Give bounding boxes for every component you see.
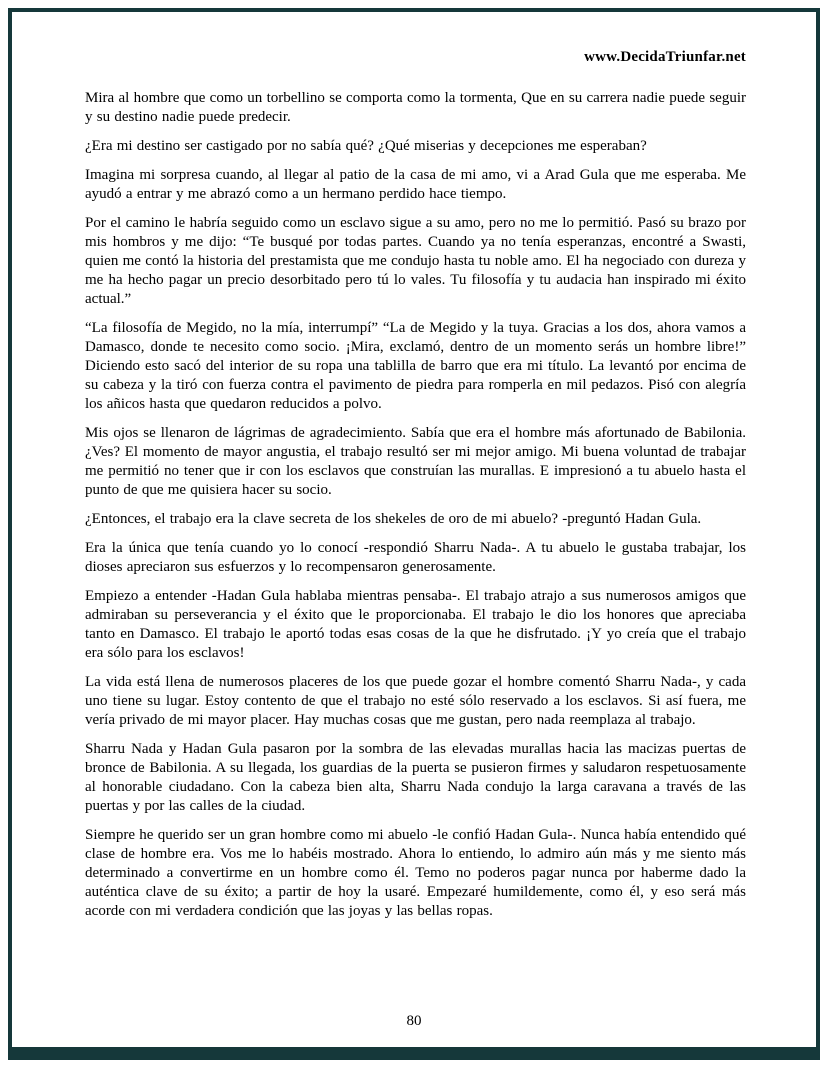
paragraph: Por el camino le habría seguido como un esclavo sigue a su amo, pero no me lo permitió. Pasó su brazo por mis hombros y me dijo: “Te busqué por todas partes. Cuando ya no tenía esperanzas, encontré a Swasti, quien me contó la historia del prestamista que me condujo hasta tu noble amo. El ha negociado con dureza y me ha hecho pagar un precio desorbitado pero tú lo vales. Tu filosofía y tu audacia han inspirado mi éxito actual.” <box>85 215 746 307</box>
paragraph: Mira al hombre que como un torbellino se comporta como la tormenta, Que en su carrera nadie puede seguir y su destino nadie puede predecir. <box>85 90 746 125</box>
page-number: 80 <box>406 1013 422 1029</box>
paragraph: Sharru Nada y Hadan Gula pasaron por la sombra de las elevadas murallas hacia las macizas puertas de bronce de Babilonia. A su llegada, los guardias de la puerta se pusieron firmes y saludaron respetuosamente al honorable ciudadano. Con la cabeza bien alta, Sharru Nada condujo la larga caravana a través de las puertas y por las calles de la ciudad. <box>85 741 746 814</box>
paragraph: Era la única que tenía cuando yo lo conocí -respondió Sharru Nada-. A tu abuelo le gustaba trabajar, los dioses apreciaron sus esfuerzos y lo recompensaron generosamente. <box>85 540 746 575</box>
paragraph: ¿Entonces, el trabajo era la clave secreta de los shekeles de oro de mi abuelo? -preguntó Hadan Gula. <box>85 511 702 527</box>
paragraph: Siempre he querido ser un gran hombre como mi abuelo -le confió Hadan Gula-. Nunca había entendido qué clase de hombre era. Vos me lo habéis mostrado. Ahora lo entiendo, lo admiro aún más y me siento más determinado a convertirme en un hombre como él. Temo no poderos pagar nunca por haberme dado la auténtica clave de su éxito; a partir de hoy la usaré. Empezaré humildemente, como él, y eso será más acorde con mi verdadera condición que las joyas y las bellas ropas. <box>85 827 746 919</box>
paragraph: Empiezo a entender -Hadan Gula hablaba mientras pensaba-. El trabajo atrajo a sus numerosos amigos que admiraban su perseverancia y el éxito que le proporcionaba. El trabajo le dio los honores que apreciaba tanto en Damasco. El trabajo le aportó todas esas cosas de la que he disfrutado. ¡Y yo creía que el trabajo era sólo para los esclavos! <box>85 588 746 661</box>
paragraph: “La filosofía de Megido, no la mía, interrumpí” “La de Megido y la tuya. Gracias a los dos, ahora vamos a Damasco, donde te necesito como socio. ¡Mira, exclamó, dentro de un momento serás un hombre libre!” Diciendo esto sacó del interior de su ropa una tablilla de barro que era mi título. La levantó por encima de su cabeza y la tiró con fuerza contra el pavimento de piedra para romperla en mil pedazos. Pisó con alegría los añicos hasta que quedaron reducidos a polvo. <box>85 320 746 412</box>
paragraph: ¿Era mi destino ser castigado por no sabía qué? ¿Qué miserias y decepciones me esperaban? <box>85 138 647 154</box>
paragraph: Imagina mi sorpresa cuando, al llegar al patio de la casa de mi amo, vi a Arad Gula que me esperaba. Me ayudó a entrar y me abrazó como a un hermano perdido hace tiempo. <box>85 167 746 202</box>
paragraph: La vida está llena de numerosos placeres de los que puede gozar el hombre comentó Sharru Nada-, y cada uno tiene su lugar. Estoy contento de que el trabajo no esté sólo reservado a los esclavos. Si así fuera, me vería privado de mi mayor placer. Hay muchas cosas que me gustan, pero nada reemplaza al trabajo. <box>85 674 746 728</box>
paragraph: Mis ojos se llenaron de lágrimas de agradecimiento. Sabía que era el hombre más afortunado de Babilonia. ¿Ves? El momento de mayor angustia, el trabajo resultó ser mi mejor amigo. Mi buena voluntad de trabajar me permitió no tener que ir con los esclavos que construían las murallas. E impresionó a tu abuelo hasta el punto de que me quisiera hacer su socio. <box>85 425 746 498</box>
page-content <box>85 48 746 931</box>
site-url-header: www.DecidaTriunfar.net <box>584 49 746 65</box>
